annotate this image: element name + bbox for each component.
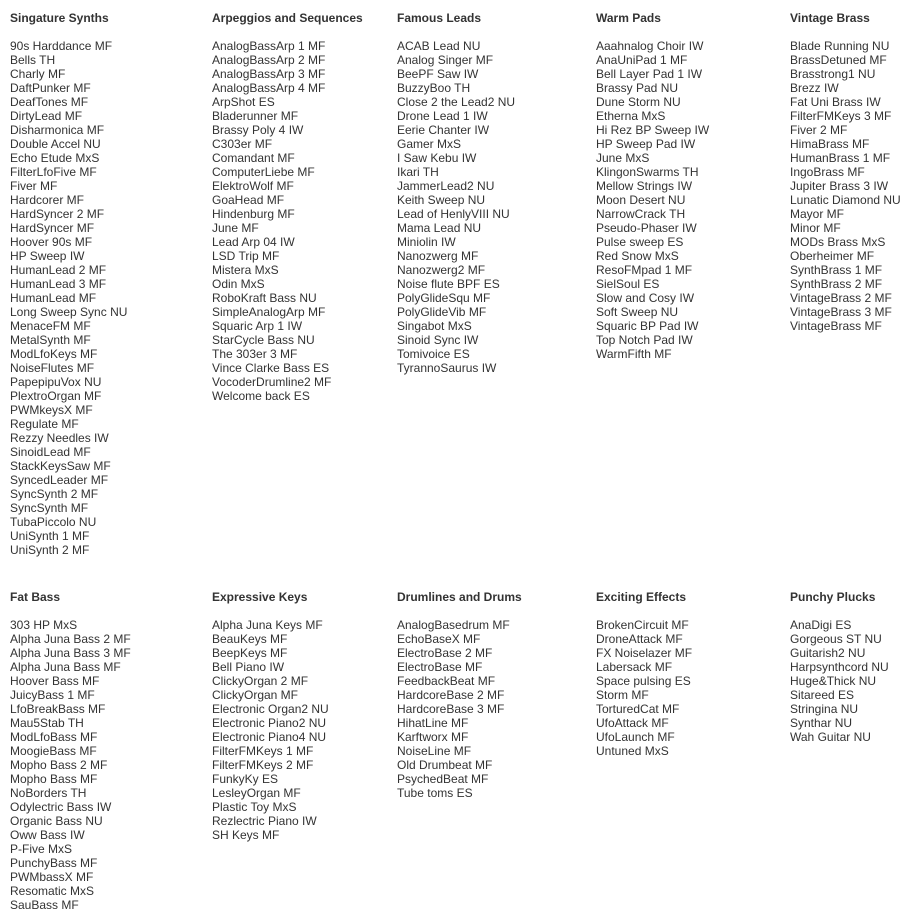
preset-item: Sinoid Sync IW: [397, 333, 479, 347]
preset-item: Brasstrong1 NU: [790, 67, 876, 81]
preset-item: Alpha Juna Keys MF: [212, 618, 323, 632]
preset-item: HihatLine MF: [397, 716, 469, 730]
category-title: Exciting Effects: [596, 590, 687, 604]
preset-item: Mayor MF: [790, 207, 844, 221]
preset-item: Lead Arp 04 IW: [212, 235, 295, 249]
preset-item: HumanLead MF: [10, 291, 97, 305]
preset-item: Echo Etude MxS: [10, 151, 100, 165]
preset-item: Hindenburg MF: [212, 207, 295, 221]
preset-item: Organic Bass NU: [10, 814, 103, 828]
preset-item: VintageBrass MF: [790, 319, 882, 333]
preset-item: ACAB Lead NU: [397, 39, 481, 53]
preset-item: Alpha Juna Bass MF: [10, 660, 121, 674]
preset-item: Etherna MxS: [596, 109, 666, 123]
preset-item: I Saw Kebu IW: [397, 151, 477, 165]
preset-item: Dune Storm NU: [596, 95, 681, 109]
preset-item: Eerie Chanter IW: [397, 123, 490, 137]
preset-item: SyncSynth MF: [10, 501, 89, 515]
preset-item: VocoderDrumline2 MF: [212, 375, 332, 389]
preset-item: Stringina NU: [790, 702, 859, 716]
preset-item: UniSynth 1 MF: [10, 529, 90, 543]
preset-item: ArpShot ES: [212, 95, 275, 109]
preset-item: ClickyOrgan 2 MF: [212, 674, 309, 688]
preset-item: UniSynth 2 MF: [10, 543, 90, 557]
preset-item: Soft Sweep NU: [596, 305, 679, 319]
preset-list: [596, 39, 709, 361]
preset-list: [790, 39, 901, 333]
preset-item: Tomivoice ES: [397, 347, 470, 361]
preset-item: BeepKeys MF: [212, 646, 288, 660]
preset-item: SauBass MF: [10, 898, 79, 912]
preset-item: Bladerunner MF: [212, 109, 299, 123]
preset-list: [212, 618, 329, 842]
preset-item: AnalogBassArp 2 MF: [212, 53, 326, 67]
preset-item: HP Sweep IW: [10, 249, 85, 263]
preset-item: Fiver MF: [10, 179, 58, 193]
preset-item: StackKeysSaw MF: [10, 459, 111, 473]
preset-item: Electronic Piano4 NU: [212, 730, 327, 744]
preset-item: Brezz IW: [790, 81, 839, 95]
preset-item: Untuned MxS: [596, 744, 669, 758]
preset-item: NoBorders TH: [10, 786, 87, 800]
category-fat-bass: [10, 590, 131, 912]
category-singature-synths: [10, 11, 127, 557]
preset-item: Singabot MxS: [397, 319, 472, 333]
preset-item: ResoFMpad 1 MF: [596, 263, 693, 277]
preset-item: SielSoul ES: [596, 277, 660, 291]
preset-item: ElektroWolf MF: [212, 179, 294, 193]
preset-item: Moon Desert NU: [596, 193, 686, 207]
category-title: Vintage Brass: [790, 11, 870, 25]
preset-item: Huge&Thick NU: [790, 674, 877, 688]
preset-item: Mama Lead NU: [397, 221, 482, 235]
preset-item: Brassy Pad NU: [596, 81, 679, 95]
preset-item: PolyGlideVib MF: [397, 305, 487, 319]
preset-item: PWMkeysX MF: [10, 403, 93, 417]
preset-item: Long Sweep Sync NU: [10, 305, 128, 319]
preset-item: AnaDigi ES: [790, 618, 852, 632]
preset-item: UfoLaunch MF: [596, 730, 675, 744]
preset-item: Brassy Poly 4 IW: [212, 123, 304, 137]
preset-item: ElectroBase MF: [397, 660, 483, 674]
category-exciting-effects: [596, 590, 692, 758]
preset-item: GoaHead MF: [212, 193, 285, 207]
preset-item: HardSyncer 2 MF: [10, 207, 105, 221]
preset-item: Electronic Organ2 NU: [212, 702, 329, 716]
preset-item: BeauKeys MF: [212, 632, 288, 646]
preset-item: MenaceFM MF: [10, 319, 91, 333]
preset-item: PunchyBass MF: [10, 856, 98, 870]
preset-item: Mellow Strings IW: [596, 179, 693, 193]
preset-item: Charly MF: [10, 67, 66, 81]
preset-item: Odin MxS: [212, 277, 265, 291]
preset-item: ModLfoBass MF: [10, 730, 98, 744]
preset-item: PlextroOrgan MF: [10, 389, 102, 403]
preset-item: Lead of HenlyVIII NU: [397, 207, 510, 221]
preset-item: Alpha Juna Bass 3 MF: [10, 646, 131, 660]
category-title: Arpeggios and Sequences: [212, 11, 363, 25]
preset-item: Fiver 2 MF: [790, 123, 848, 137]
category-arpeggios-and-sequences: [212, 11, 363, 403]
preset-item: VintageBrass 3 MF: [790, 305, 892, 319]
preset-item: AnalogBasedrum MF: [397, 618, 510, 632]
preset-item: ModLfoKeys MF: [10, 347, 98, 361]
preset-item: DaftPunker MF: [10, 81, 91, 95]
preset-item: Analog Singer MF: [397, 53, 494, 67]
preset-item: Welcome back ES: [212, 389, 310, 403]
preset-item: Top Notch Pad IW: [596, 333, 693, 347]
preset-item: Hi Rez BP Sweep IW: [596, 123, 710, 137]
preset-item: Double Accel NU: [10, 137, 101, 151]
preset-item: SH Keys MF: [212, 828, 280, 842]
preset-item: Vince Clarke Bass ES: [212, 361, 330, 375]
preset-item: Wah Guitar NU: [790, 730, 871, 744]
preset-item: Karftworx MF: [397, 730, 469, 744]
category-warm-pads: [596, 11, 709, 361]
category-title: Singature Synths: [10, 11, 109, 25]
preset-item: HumanBrass 1 MF: [790, 151, 891, 165]
preset-item: ElectroBase 2 MF: [397, 646, 493, 660]
preset-item: Hoover Bass MF: [10, 674, 100, 688]
category-vintage-brass: [790, 11, 901, 333]
preset-item: SyncedLeader MF: [10, 473, 109, 487]
preset-item: Nanozwerg MF: [397, 249, 479, 263]
preset-item: HimaBrass MF: [790, 137, 870, 151]
preset-item: JammerLead2 NU: [397, 179, 495, 193]
preset-item: PsychedBeat MF: [397, 772, 489, 786]
preset-item: Noise flute BPF ES: [397, 277, 500, 291]
preset-item: Slow and Cosy IW: [596, 291, 695, 305]
preset-item: AnalogBassArp 3 MF: [212, 67, 326, 81]
preset-item: FilterFMKeys 1 MF: [212, 744, 314, 758]
preset-item: Space pulsing ES: [596, 674, 691, 688]
preset-item: Regulate MF: [10, 417, 79, 431]
preset-item: DirtyLead MF: [10, 109, 83, 123]
preset-item: Sitareed ES: [790, 688, 855, 702]
preset-item: Gamer MxS: [397, 137, 462, 151]
preset-item: Hoover 90s MF: [10, 235, 93, 249]
category-famous-leads: [397, 11, 515, 375]
preset-item: Mau5Stab TH: [10, 716, 84, 730]
preset-list: [790, 618, 889, 744]
preset-item: NarrowCrack TH: [596, 207, 686, 221]
preset-item: Storm MF: [596, 688, 649, 702]
preset-item: June MF: [212, 221, 259, 235]
preset-item: Nanozwerg2 MF: [397, 263, 486, 277]
preset-item: RoboKraft Bass NU: [212, 291, 317, 305]
preset-item: VintageBrass 2 MF: [790, 291, 892, 305]
preset-item: Fat Uni Brass IW: [790, 95, 881, 109]
preset-item: Lunatic Diamond NU: [790, 193, 901, 207]
preset-item: HumanLead 2 MF: [10, 263, 107, 277]
preset-item: Alpha Juna Bass 2 MF: [10, 632, 131, 646]
preset-item: Oww Bass IW: [10, 828, 85, 842]
preset-item: Synthar NU: [790, 716, 853, 730]
preset-item: P-Five MxS: [10, 842, 73, 856]
preset-item: Mopho Bass 2 MF: [10, 758, 108, 772]
preset-item: HardSyncer MF: [10, 221, 95, 235]
preset-item: Electronic Piano2 NU: [212, 716, 327, 730]
preset-item: SynthBrass 1 MF: [790, 263, 883, 277]
preset-item: MetalSynth MF: [10, 333, 91, 347]
preset-item: ComputerLiebe MF: [212, 165, 315, 179]
category-punchy-plucks: [790, 590, 889, 744]
preset-item: Bell Layer Pad 1 IW: [596, 67, 703, 81]
preset-item: Jupiter Brass 3 IW: [790, 179, 889, 193]
preset-item: Old Drumbeat MF: [397, 758, 493, 772]
preset-item: LfoBreakBass MF: [10, 702, 106, 716]
preset-item: Resomatic MxS: [10, 884, 95, 898]
preset-item: Blade Running NU: [790, 39, 890, 53]
preset-list: [397, 39, 515, 375]
category-title: Famous Leads: [397, 11, 482, 25]
preset-item: PapepipuVox NU: [10, 375, 102, 389]
preset-item: Odylectric Bass IW: [10, 800, 112, 814]
preset-item: Drone Lead 1 IW: [397, 109, 488, 123]
preset-item: SynthBrass 2 MF: [790, 277, 883, 291]
preset-item: SinoidLead MF: [10, 445, 91, 459]
preset-item: BeePF Saw IW: [397, 67, 479, 81]
preset-item: StarCycle Bass NU: [212, 333, 315, 347]
preset-item: 303 HP MxS: [10, 618, 78, 632]
preset-item: UfoAttack MF: [596, 716, 669, 730]
category-title: Drumlines and Drums: [397, 590, 522, 604]
preset-item: The 303er 3 MF: [212, 347, 298, 361]
preset-item: MODs Brass MxS: [790, 235, 886, 249]
preset-item: Rezzy Needles IW: [10, 431, 109, 445]
preset-item: JuicyBass 1 MF: [10, 688, 95, 702]
preset-item: TorturedCat MF: [596, 702, 680, 716]
preset-item: Mistera MxS: [212, 263, 279, 277]
preset-item: Aaahnalog Choir IW: [596, 39, 704, 53]
preset-item: Plastic Toy MxS: [212, 800, 297, 814]
preset-item: IngoBrass MF: [790, 165, 865, 179]
preset-item: Ikari TH: [397, 165, 439, 179]
preset-item: Keith Sweep NU: [397, 193, 486, 207]
preset-item: Rezlectric Piano IW: [212, 814, 317, 828]
preset-item: FeedbackBeat MF: [397, 674, 496, 688]
category-drumlines-and-drums: [397, 590, 522, 800]
preset-item: FX Noiselazer MF: [596, 646, 693, 660]
preset-item: Gorgeous ST NU: [790, 632, 882, 646]
preset-item: Disharmonica MF: [10, 123, 105, 137]
preset-item: MoogieBass MF: [10, 744, 97, 758]
preset-item: NoiseFlutes MF: [10, 361, 95, 375]
preset-item: KlingonSwarms TH: [596, 165, 699, 179]
preset-item: FilterFMKeys 3 MF: [790, 109, 892, 123]
preset-item: FunkyKy ES: [212, 772, 279, 786]
preset-item: 90s Harddance MF: [10, 39, 113, 53]
preset-item: SyncSynth 2 MF: [10, 487, 99, 501]
preset-list: [596, 618, 692, 758]
preset-item: Tube toms ES: [397, 786, 473, 800]
preset-item: AnalogBassArp 1 MF: [212, 39, 326, 53]
preset-item: C303er MF: [212, 137, 273, 151]
preset-item: Bells TH: [10, 53, 56, 67]
preset-item: Miniolin IW: [397, 235, 456, 249]
preset-list: [397, 618, 522, 800]
preset-item: Squaric Arp 1 IW: [212, 319, 303, 333]
preset-item: ClickyOrgan MF: [212, 688, 299, 702]
category-expressive-keys: [212, 590, 329, 842]
preset-item: Squaric BP Pad IW: [596, 319, 699, 333]
preset-item: FilterFMKeys 2 MF: [212, 758, 314, 772]
preset-item: Pseudo-Phaser IW: [596, 221, 697, 235]
preset-item: Minor MF: [790, 221, 841, 235]
preset-item: NoiseLine MF: [397, 744, 472, 758]
preset-item: Guitarish2 NU: [790, 646, 866, 660]
preset-item: Bell Piano IW: [212, 660, 285, 674]
preset-list: [212, 39, 363, 403]
preset-item: HardcoreBase 2 MF: [397, 688, 505, 702]
preset-list: [10, 618, 131, 912]
preset-item: AnalogBassArp 4 MF: [212, 81, 326, 95]
preset-item: EchoBaseX MF: [397, 632, 481, 646]
preset-list: [10, 39, 127, 557]
preset-item: BrokenCircuit MF: [596, 618, 689, 632]
preset-item: FilterLfoFive MF: [10, 165, 97, 179]
preset-item: TubaPiccolo NU: [10, 515, 97, 529]
preset-item: BrassDetuned MF: [790, 53, 887, 67]
preset-item: Labersack MF: [596, 660, 673, 674]
preset-item: LesleyOrgan MF: [212, 786, 301, 800]
category-title: Expressive Keys: [212, 590, 308, 604]
preset-item: Harpsynthcord NU: [790, 660, 889, 674]
preset-item: HardcoreBase 3 MF: [397, 702, 505, 716]
preset-item: Hardcorer MF: [10, 193, 85, 207]
preset-item: Pulse sweep ES: [596, 235, 684, 249]
preset-item: HP Sweep Pad IW: [596, 137, 696, 151]
category-title: Fat Bass: [10, 590, 61, 604]
preset-item: LSD Trip MF: [212, 249, 280, 263]
category-title: Punchy Plucks: [790, 590, 876, 604]
preset-item: Oberheimer MF: [790, 249, 875, 263]
preset-item: AnaUniPad 1 MF: [596, 53, 688, 67]
preset-item: WarmFifth MF: [596, 347, 672, 361]
preset-item: HumanLead 3 MF: [10, 277, 107, 291]
preset-item: DeafTones MF: [10, 95, 89, 109]
preset-item: BuzzyBoo TH: [397, 81, 471, 95]
category-title: Warm Pads: [596, 11, 661, 25]
preset-item: DroneAttack MF: [596, 632, 683, 646]
preset-item: SimpleAnalogArp MF: [212, 305, 326, 319]
preset-item: Red Snow MxS: [596, 249, 679, 263]
preset-item: Mopho Bass MF: [10, 772, 98, 786]
preset-item: PWMbassX MF: [10, 870, 94, 884]
preset-item: PolyGlideSqu MF: [397, 291, 491, 305]
preset-item: June MxS: [596, 151, 650, 165]
preset-item: TyrannoSaurus IW: [397, 361, 497, 375]
preset-item: Close 2 the Lead2 NU: [397, 95, 516, 109]
preset-item: Comandant MF: [212, 151, 295, 165]
